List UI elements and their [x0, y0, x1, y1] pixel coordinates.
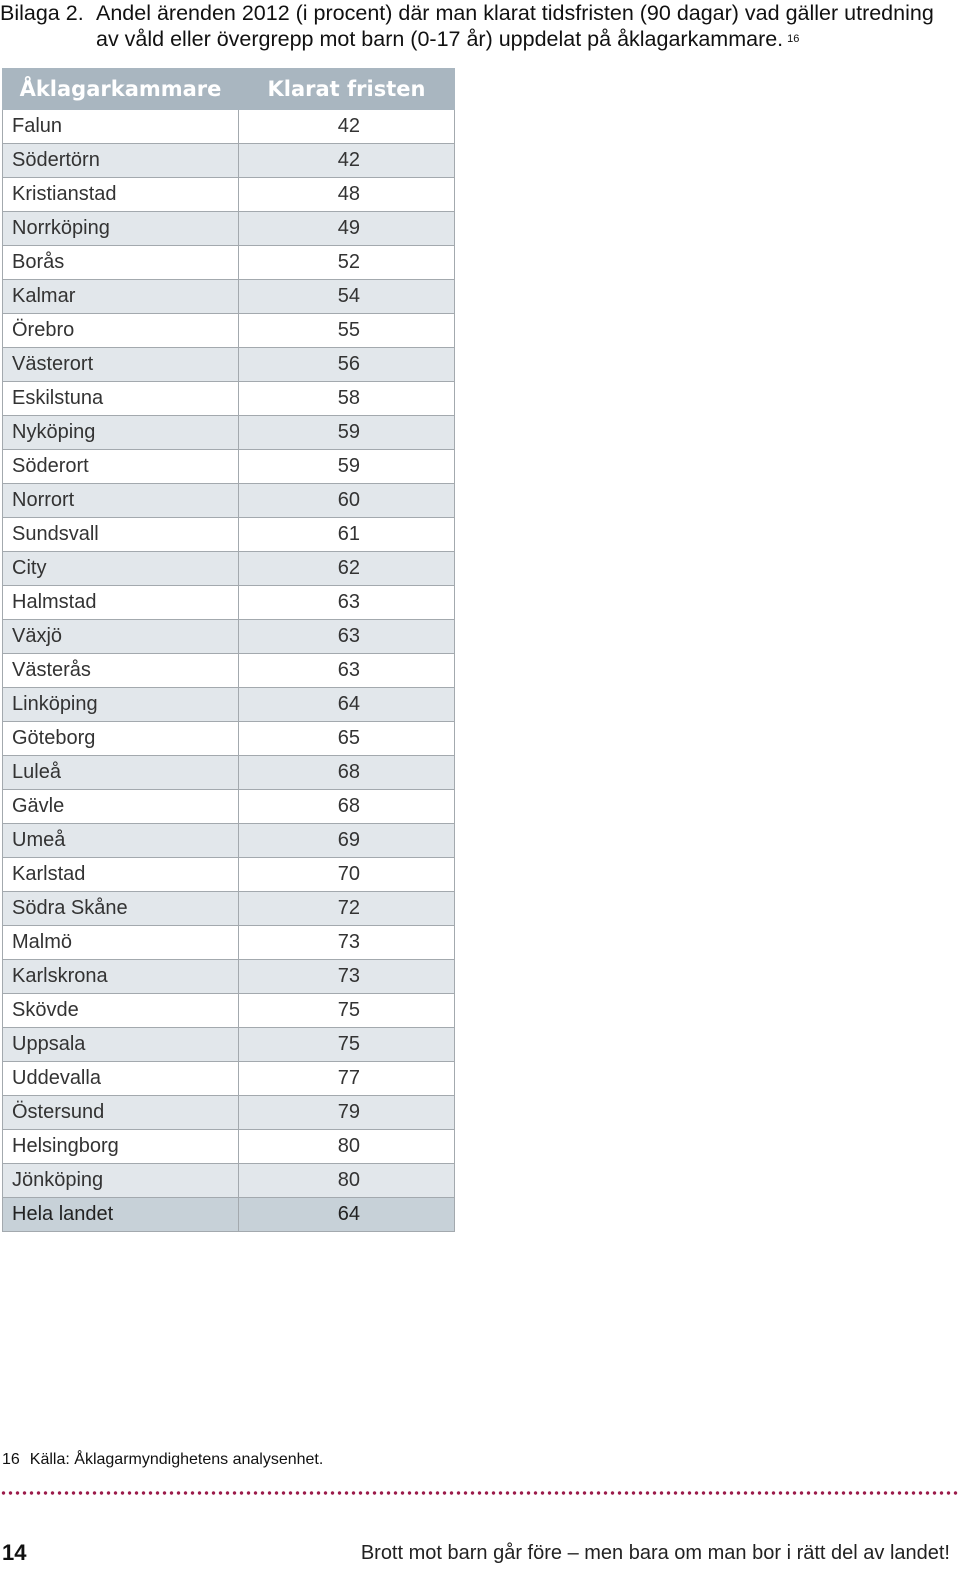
caption-body: Andel ärenden 2012 (i procent) där man klarat tidsfristen (90 dagar) vad gäller utredning av våld eller övergrepp mot barn (0-17 år) uppdelat på åklagarkammare.	[96, 1, 934, 51]
table-row	[3, 552, 455, 586]
table-row	[3, 790, 455, 824]
deadline-met-cell: 48	[239, 178, 455, 212]
office-name-cell: Västerort	[3, 348, 239, 382]
table-row	[3, 518, 455, 552]
deadline-met-cell: 73	[239, 960, 455, 994]
deadline-met-cell: 55	[239, 314, 455, 348]
office-name-cell: Göteborg	[3, 722, 239, 756]
office-name-cell: Sundsvall	[3, 518, 239, 552]
table-row	[3, 1096, 455, 1130]
office-name-cell: Södra Skåne	[3, 892, 239, 926]
running-footer-title: Brott mot barn går före – men bara om man bor i rätt del av landet!	[360, 1542, 950, 1564]
office-name-cell: Helsingborg	[3, 1130, 239, 1164]
deadline-met-cell: 54	[239, 280, 455, 314]
table-row	[3, 722, 455, 756]
office-name-cell: Karlstad	[3, 858, 239, 892]
office-name-cell: Falun	[3, 110, 239, 144]
table-row	[3, 1028, 455, 1062]
office-name-cell: Malmö	[3, 926, 239, 960]
table-row	[3, 1130, 455, 1164]
office-name-cell: Jönköping	[3, 1164, 239, 1198]
office-name-cell: Borås	[3, 246, 239, 280]
deadline-met-cell: 75	[239, 1028, 455, 1062]
office-name-cell: Gävle	[3, 790, 239, 824]
footnote-number: 16	[2, 1451, 20, 1468]
table-total-row	[3, 1198, 455, 1232]
footnote-reference: 16	[787, 33, 800, 45]
office-name-cell: Örebro	[3, 314, 239, 348]
deadline-met-cell: 63	[239, 654, 455, 688]
table-row	[3, 960, 455, 994]
table-row	[3, 110, 455, 144]
table-row	[3, 246, 455, 280]
table-row	[3, 1062, 455, 1096]
deadline-met-cell: 59	[239, 416, 455, 450]
table-row	[3, 620, 455, 654]
dotted-divider	[0, 1490, 960, 1496]
table-row	[3, 892, 455, 926]
table-row	[3, 654, 455, 688]
office-name-cell: Eskilstuna	[3, 382, 239, 416]
caption-text	[96, 0, 946, 52]
office-name-cell: Norrköping	[3, 212, 239, 246]
deadline-met-cell: 63	[239, 620, 455, 654]
deadline-met-cell: 79	[239, 1096, 455, 1130]
deadline-met-cell: 73	[239, 926, 455, 960]
deadline-met-cell: 80	[239, 1130, 455, 1164]
deadline-met-cell: 68	[239, 790, 455, 824]
deadline-met-cell: 52	[239, 246, 455, 280]
table-header-row	[3, 69, 455, 110]
deadline-met-cell: 63	[239, 586, 455, 620]
deadline-met-cell: 62	[239, 552, 455, 586]
deadline-met-cell: 60	[239, 484, 455, 518]
table-row	[3, 756, 455, 790]
deadline-met-cell: 65	[239, 722, 455, 756]
office-name-cell: Karlskrona	[3, 960, 239, 994]
table-row	[3, 450, 455, 484]
office-name-cell: Kristianstad	[3, 178, 239, 212]
office-name-cell: Uddevalla	[3, 1062, 239, 1096]
column-header-deadline-met: Klarat fristen	[239, 69, 455, 110]
table-row	[3, 280, 455, 314]
deadline-met-cell: 58	[239, 382, 455, 416]
office-name-cell: Umeå	[3, 824, 239, 858]
table-body	[3, 110, 455, 1232]
deadline-met-cell: 64	[239, 688, 455, 722]
table-row	[3, 688, 455, 722]
table-row	[3, 484, 455, 518]
column-header-office: Åklagarkammare	[3, 69, 239, 110]
table-row	[3, 314, 455, 348]
table-row	[3, 858, 455, 892]
deadline-met-cell: 61	[239, 518, 455, 552]
table-row	[3, 416, 455, 450]
deadline-met-cell: 56	[239, 348, 455, 382]
table-row	[3, 1164, 455, 1198]
deadline-met-cell: 69	[239, 824, 455, 858]
office-name-cell: Södertörn	[3, 144, 239, 178]
table-row	[3, 348, 455, 382]
deadline-met-cell: 75	[239, 994, 455, 1028]
deadline-met-cell: 68	[239, 756, 455, 790]
office-name-cell: Kalmar	[3, 280, 239, 314]
footnote	[2, 1451, 323, 1469]
table-row	[3, 586, 455, 620]
table-row	[3, 144, 455, 178]
total-value-cell: 64	[239, 1198, 455, 1232]
table-row	[3, 824, 455, 858]
office-name-cell: Halmstad	[3, 586, 239, 620]
office-name-cell: City	[3, 552, 239, 586]
office-name-cell: Söderort	[3, 450, 239, 484]
office-name-cell: Nyköping	[3, 416, 239, 450]
table-row	[3, 178, 455, 212]
table-row	[3, 382, 455, 416]
office-name-cell: Skövde	[3, 994, 239, 1028]
office-name-cell: Norrort	[3, 484, 239, 518]
deadline-met-cell: 42	[239, 144, 455, 178]
deadline-met-cell: 42	[239, 110, 455, 144]
footnote-text: Källa: Åklagarmyndighetens analysenhet.	[29, 1451, 324, 1468]
office-name-cell: Västerås	[3, 654, 239, 688]
table-row	[3, 212, 455, 246]
deadline-met-cell: 70	[239, 858, 455, 892]
deadline-met-cell: 72	[239, 892, 455, 926]
caption-prefix: Bilaga 2.	[0, 1, 84, 25]
deadline-met-cell: 49	[239, 212, 455, 246]
office-name-cell: Linköping	[3, 688, 239, 722]
office-name-cell: Östersund	[3, 1096, 239, 1130]
office-name-cell: Uppsala	[3, 1028, 239, 1062]
table-row	[3, 994, 455, 1028]
office-name-cell: Luleå	[3, 756, 239, 790]
deadline-met-cell: 80	[239, 1164, 455, 1198]
office-name-cell: Växjö	[3, 620, 239, 654]
prosecution-office-table	[2, 68, 455, 1232]
table-row	[3, 926, 455, 960]
total-name-cell: Hela landet	[3, 1198, 239, 1232]
page-number: 14	[2, 1540, 27, 1565]
deadline-met-cell: 77	[239, 1062, 455, 1096]
deadline-met-cell: 59	[239, 450, 455, 484]
